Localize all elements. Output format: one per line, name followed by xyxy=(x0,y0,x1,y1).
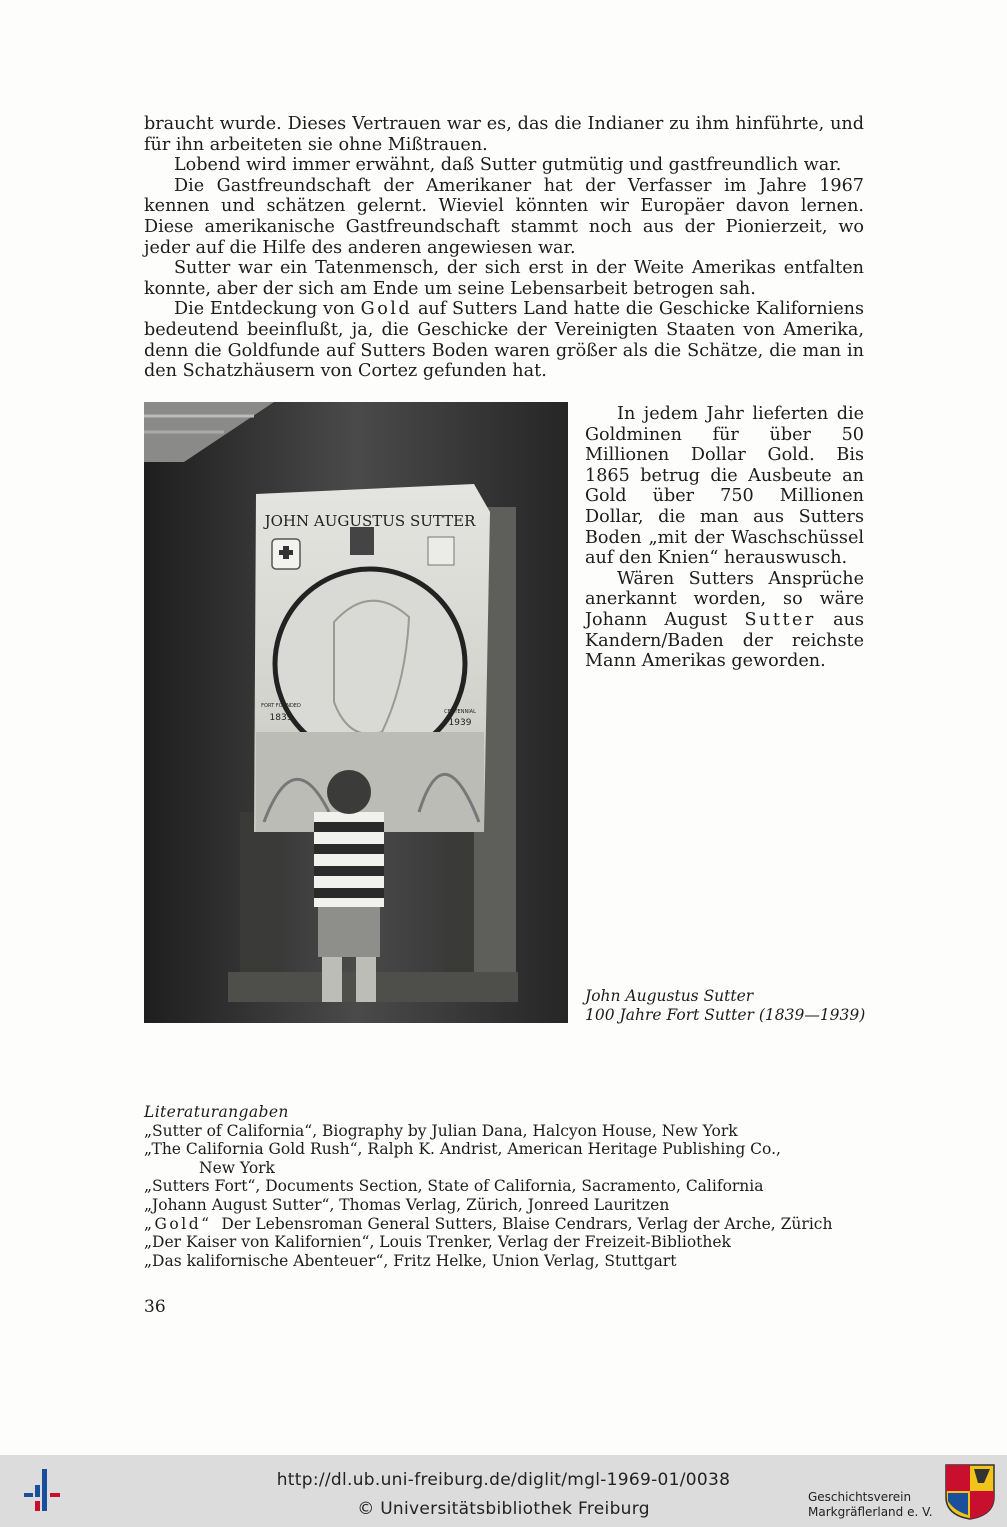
emphasis-sutter: Sutter xyxy=(744,609,816,630)
plaque-left-year: 1839 xyxy=(269,713,293,723)
paragraph-1: braucht wurde. Dieses Vertrauen war es, das die Indianer zu ihm hinführte, und für ihn arbeiteten sie ohne Mißtrauen. xyxy=(144,114,864,155)
plaque-right-label: CENTENNIAL xyxy=(444,709,476,715)
logo-dash-left xyxy=(24,1493,33,1497)
society-name: Geschichtsverein Markgräflerland e. V. xyxy=(808,1490,933,1519)
page-number: 36 xyxy=(144,1297,166,1317)
paragraph-3: Die Gastfreundschaft der Amerikaner hat der Verfasser im Jahre 1967 kennen und schätzen gelernt. Wieviel könnten wir Europäer davon lernen. Diese amerikanische Gastfreundschaft stammt noch aus der Pionierzeit, wo jeder auf die Hilfe des anderen angewiesen war. xyxy=(144,175,864,258)
coat-of-arms-icon xyxy=(944,1463,996,1521)
photo-illustration xyxy=(144,402,568,1023)
document-url-link[interactable]: http://dl.ub.uni-freiburg.de/diglit/mgl-1969-01/0038 xyxy=(276,1470,731,1490)
references-section xyxy=(144,1103,864,1270)
reference-item: „The California Gold Rush“, Ralph K. Andrist, American Heritage Publishing Co., xyxy=(144,1140,781,1159)
side-paragraph-1: In jedem Jahr lieferten die Goldminen für über 50 Millionen Dollar Gold. Bis 1865 betrug die Ausbeute an Gold über 750 Millionen Dollar, die man aus Sutters Boden „mit der Waschschüssel auf den Knien“ herauswusch. xyxy=(585,404,864,569)
reference-item: „Der Kaiser von Kalifornien“, Louis Trenker, Verlag der Freizeit-Bibliothek xyxy=(144,1233,731,1252)
reference-item: „Sutters Fort“, Documents Section, State of California, Sacramento, California xyxy=(144,1177,764,1196)
paragraph-5: Die Entdeckung von Gold auf Sutters Land hatte die Geschicke Kaliforniens bedeutend beeinflußt, ja, die Geschicke der Vereinigten Staaten von Amerika, denn die Goldfunde auf Sutters Boden waren größer als die Schätze, die man in den Schatzhäusern von Cortez gefunden hat. xyxy=(144,299,864,382)
logo-dash-right xyxy=(50,1493,60,1497)
reference-item: „Gold“ Der Lebensroman General Sutters, Blaise Cendrars, Verlag der Arche, Zürich xyxy=(144,1214,833,1233)
caption-line-2: 100 Jahre Fort Sutter (1839—1939) xyxy=(585,1005,866,1024)
references-heading: Literaturangaben xyxy=(144,1103,289,1121)
photo-caption xyxy=(585,987,875,1024)
reference-item: „Sutter of California“, Biography by Julian Dana, Halcyon House, New York xyxy=(144,1121,738,1140)
body-text xyxy=(144,114,864,382)
plaque-right-year: 1939 xyxy=(448,718,472,728)
monument-photo xyxy=(144,402,568,1023)
side-paragraph-2: Wären Sutters Ansprüche anerkannt worden, so wäre Johann August Sutter aus Kandern/Baden der reichste Mann Amerikas geworden. xyxy=(585,568,864,672)
reference-item: „Johann August Sutter“, Thomas Verlag, Zürich, Jonreed Lauritzen xyxy=(144,1195,670,1214)
reference-item: „Das kalifornische Abenteuer“, Fritz Helke, Union Verlag, Stuttgart xyxy=(144,1251,677,1270)
plaque-left-label: FORT FOUNDED xyxy=(261,703,301,709)
paragraph-2: Lobend wird immer erwähnt, daß Sutter gutmütig und gastfreundlich war. xyxy=(174,155,842,176)
side-column-text xyxy=(585,404,864,672)
caption-line-1: John Augustus Sutter xyxy=(585,987,754,1005)
reference-item-continuation: New York xyxy=(199,1158,275,1177)
copyright-text: © Universitätsbibliothek Freiburg xyxy=(357,1499,650,1519)
footer-bar xyxy=(0,1455,1007,1527)
emphasis-gold: Gold xyxy=(360,299,413,320)
plaque-title: JOHN AUGUSTUS SUTTER xyxy=(264,512,476,530)
paragraph-4: Sutter war ein Tatenmensch, der sich erst in der Weite Amerikas entfalten konnte, aber der sich am Ende um seine Lebensarbeit betrogen sah. xyxy=(144,258,864,299)
